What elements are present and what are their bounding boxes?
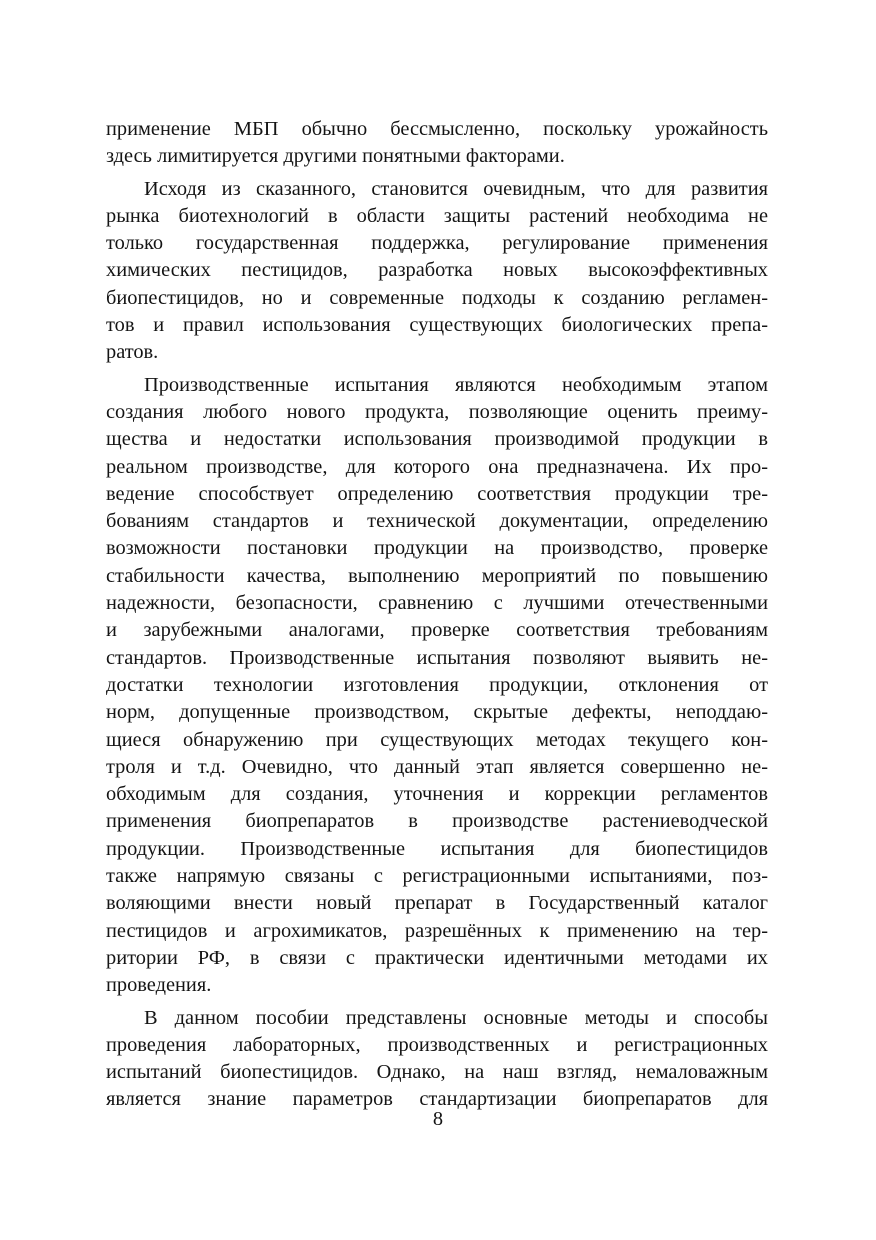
- text-line: троля и т.д. Очевидно, что данный этап является совершенно не-: [106, 755, 768, 778]
- text-line: Исходя из сказанного, становится очевидным, что для развития: [144, 177, 768, 200]
- page-number: 8: [432, 1108, 444, 1130]
- text-line: воляющими внести новый препарат в Государственный каталог: [106, 892, 768, 915]
- text-line: пестицидов и агрохимикатов, разрешённых к применению на тер-: [106, 919, 768, 942]
- text-line: рынка биотехнологий в области защиты растений необходима не: [106, 204, 768, 227]
- text-line: надежности, безопасности, сравнению с лучшими отечественными: [106, 592, 768, 615]
- text-line: реальном производстве, для которого она предназначена. Их про-: [106, 455, 768, 478]
- text-line: проведения лабораторных, производственных и регистрационных: [106, 1033, 768, 1056]
- text-line: создания любого нового продукта, позволяющие оценить преиму-: [106, 400, 768, 423]
- text-line: продукции. Производственные испытания для биопестицидов: [106, 837, 768, 860]
- paragraph-2: [106, 176, 768, 367]
- text-line: биопестицидов, но и современные подходы к созданию регламен-: [106, 286, 768, 309]
- text-line: тов и правил использования существующих биологических препа-: [106, 314, 768, 337]
- text-line: Производственные испытания являются необходимым этапом: [144, 373, 768, 396]
- text-line: также напрямую связаны с регистрационными испытаниями, поз-: [106, 865, 768, 888]
- text-line: только государственная поддержка, регулирование применения: [106, 232, 768, 255]
- text-line: щиеся обнаружению при существующих методах текущего кон-: [106, 728, 768, 751]
- text-line: ведение способствует определению соответствия продукции тре-: [106, 482, 768, 505]
- text-line: и зарубежными аналогами, проверке соответствия требованиям: [106, 619, 768, 642]
- text-line: бованиям стандартов и технической документации, определению: [106, 510, 768, 533]
- paragraph-4: [106, 1005, 768, 1114]
- text-line: испытаний биопестицидов. Однако, на наш взгляд, немаловажным: [106, 1061, 768, 1084]
- text-line: В данном пособии представлены основные методы и способы: [144, 1006, 768, 1029]
- text-line: ритории РФ, в связи с практически идентичными методами их: [106, 946, 768, 969]
- body-text: [106, 116, 768, 1114]
- paragraph-3: [106, 372, 768, 1000]
- text-line: ратов.: [106, 341, 159, 364]
- text-line: химических пестицидов, разработка новых высокоэффективных: [106, 259, 768, 282]
- text-line: щества и недостатки использования производимой продукции в: [106, 428, 768, 451]
- paragraph-1: [106, 116, 768, 171]
- text-line: норм, допущенные производством, скрытые дефекты, неподдаю-: [106, 701, 768, 724]
- text-line: стандартов. Производственные испытания позволяют выявить не-: [106, 646, 768, 669]
- text-line: возможности постановки продукции на производство, проверке: [106, 537, 768, 560]
- text-line: является знание параметров стандартизации биопрепаратов для: [106, 1088, 768, 1111]
- text-line: стабильности качества, выполнению мероприятий по повышению: [106, 564, 768, 587]
- text-line: применение МБП обычно бессмысленно, поскольку урожайность: [106, 118, 768, 140]
- text-line: обходимым для создания, уточнения и коррекции регламентов: [106, 783, 768, 806]
- text-line: проведения.: [106, 974, 212, 997]
- text-line: здесь лимитируется другими понятными факторами.: [106, 145, 565, 168]
- text-line: достатки технологии изготовления продукции, отклонения от: [106, 673, 768, 696]
- text-line: применения биопрепаратов в производстве растениеводческой: [106, 810, 768, 833]
